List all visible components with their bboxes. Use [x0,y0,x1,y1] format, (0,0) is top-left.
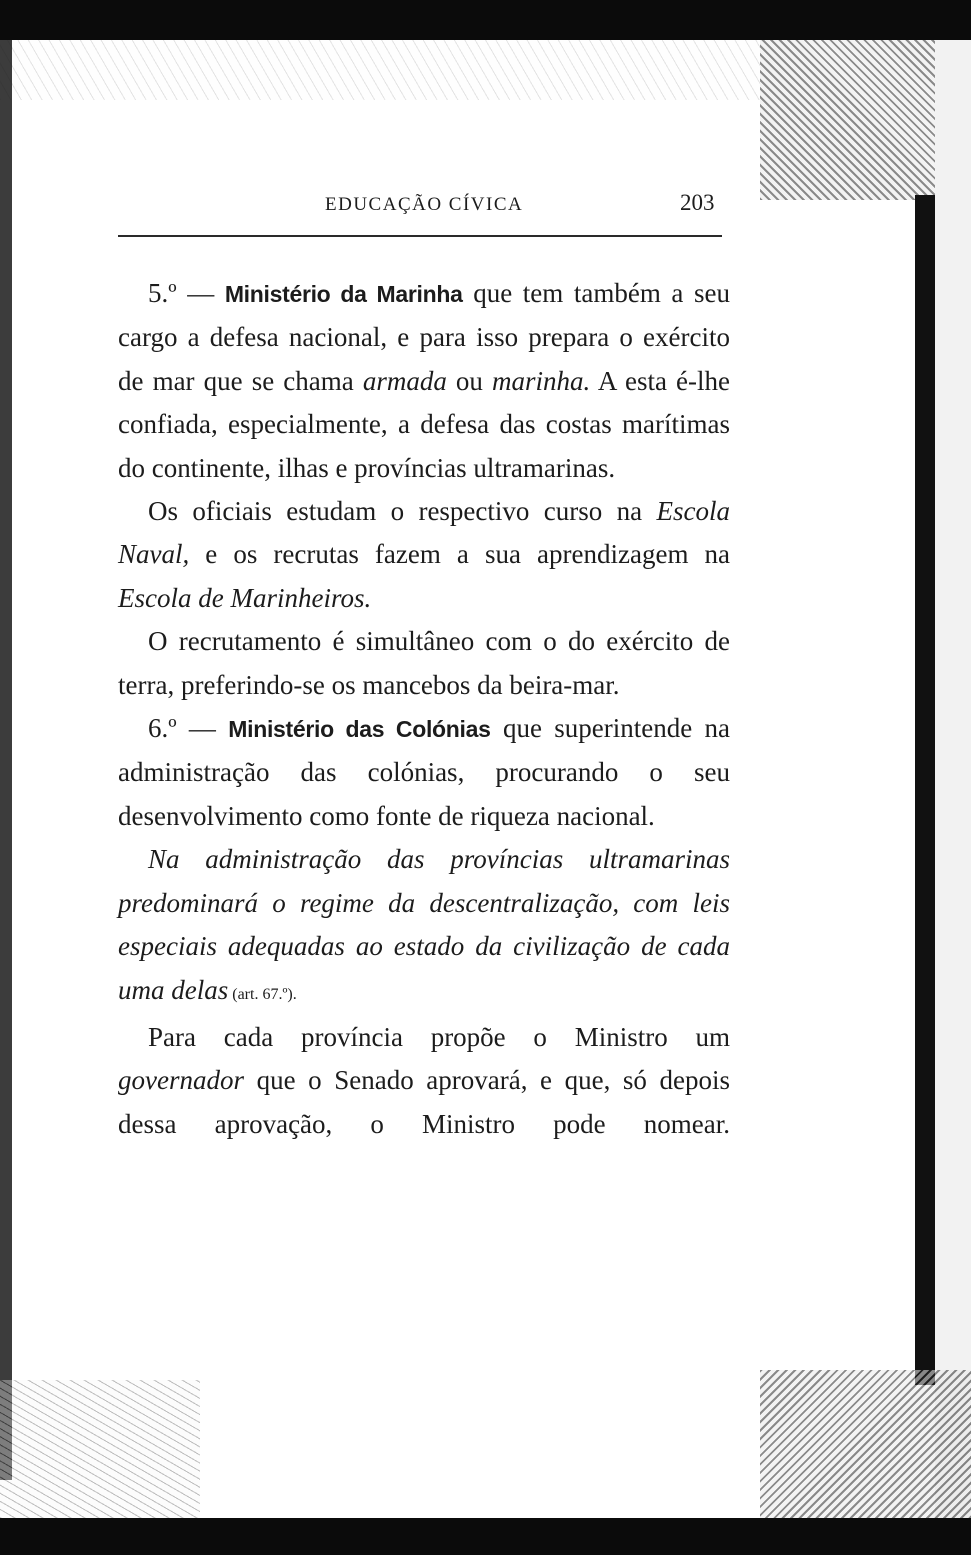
paragraph-ministry-colonies [118,707,730,838]
scan-border-left [0,40,12,1480]
paragraph-governor [118,1016,730,1146]
scan-margin-right [935,40,971,1518]
paragraph-naval-schools [118,490,730,620]
italic-term: governador [118,1065,244,1096]
text-run: Os oficiais estudam o respectivo curso na [148,496,657,527]
paragraph-ministry-navy [118,272,730,490]
scan-noise-top-left [0,40,760,100]
text-run: que o Senado aprovará, e que, só depois dessa aprovação, o Ministro pode nomear. [118,1065,730,1139]
header-rule [118,235,722,237]
text-run: ou [446,365,493,396]
scan-border-right [915,195,935,1385]
paragraph-recruitment [118,620,730,707]
text-run: e os recrutas fazem a sua aprendizagem na [189,539,730,570]
text-run: O recrutamento é simultâneo com o do exército de terra, preferindo-se os mancebos da beira-mar. [118,626,730,700]
italic-quote: Na administração das províncias ultramarinas predominará o regime da descentralização, com leis especiais adequadas ao estado da civilização de cada uma delas [118,844,730,1005]
scan-noise-bottom-right [760,1370,971,1518]
text-run: que superintende na administração das colónias, procurando o seu desenvolvimento como fonte de riqueza nacional. [118,713,730,831]
text-run: que tem também a seu cargo a defesa nacional, e para isso prepara o exército de mar que se chama [118,278,731,396]
section-number: 5.º — [148,278,215,308]
page-body [118,272,730,1146]
section-number: 6.º — [148,713,216,744]
italic-term: Escola Naval, [118,496,730,570]
scan-noise-bottom-left [0,1380,200,1518]
text-run: Para cada província propõe o Ministro um [148,1021,730,1052]
paragraph-constitution-quote [118,838,730,1016]
section-heading: Ministério da Marinha [224,281,463,307]
page-number: 203 [680,190,715,215]
section-heading: Ministério das Colónias [228,716,491,743]
text-run: A esta é-lhe confiada, especialmente, a defesa das costas marítimas do continente, ilhas e províncias ultramarinas. [118,365,730,483]
italic-term: armada [362,365,447,396]
scan-border-top [0,0,971,40]
running-head [0,190,971,224]
italic-term: marinha. [492,365,591,396]
italic-term: Escola de Marinheiros. [118,582,372,613]
article-reference: (art. 67.º). [228,985,297,1003]
running-head-title: EDUCAÇÃO CÍVICA [325,194,524,215]
scan-border-bottom [0,1518,971,1555]
